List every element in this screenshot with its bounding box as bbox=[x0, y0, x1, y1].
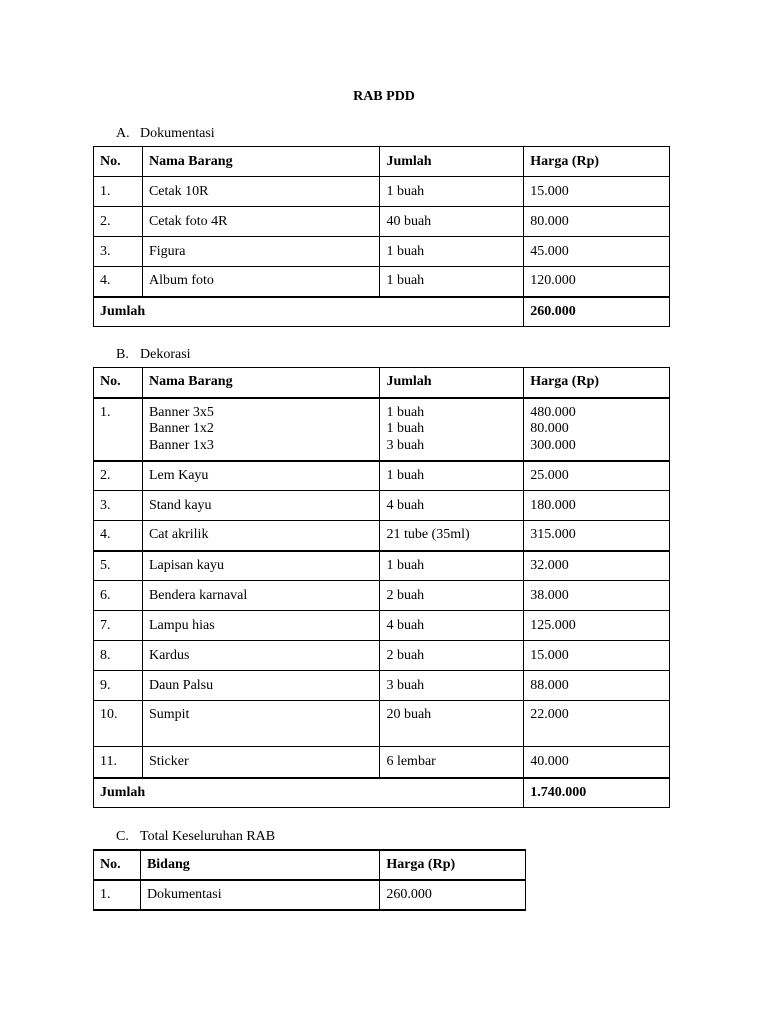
cell-item: Cat akrilik bbox=[142, 521, 380, 551]
cell-no: 5. bbox=[94, 551, 143, 581]
table-header-row bbox=[94, 850, 526, 880]
cell-price: 260.000 bbox=[380, 880, 526, 910]
table-row bbox=[94, 521, 670, 551]
cell-no: 2. bbox=[94, 461, 143, 491]
table-row bbox=[94, 611, 670, 641]
cell-qty: 6 lembar bbox=[380, 747, 524, 778]
cell-item: Banner 1x2 bbox=[148, 421, 214, 436]
cell-no: 1. bbox=[94, 880, 141, 910]
cell-price: 180.000 bbox=[524, 491, 670, 521]
header-nama-barang: Nama Barang bbox=[142, 147, 380, 177]
cell-qty: 1 buah bbox=[386, 404, 425, 420]
cell-item: Bendera karnaval bbox=[142, 581, 380, 611]
cell-price: 40.000 bbox=[524, 747, 670, 778]
document-title: RAB PDD bbox=[353, 89, 415, 104]
cell-price-list bbox=[524, 398, 670, 461]
cell-price: 480.000 bbox=[530, 404, 576, 420]
cell-no: 7. bbox=[94, 611, 143, 641]
cell-price: 15.000 bbox=[524, 641, 670, 671]
cell-item: Lem Kayu bbox=[142, 461, 380, 491]
cell-price: 315.000 bbox=[524, 521, 670, 551]
cell-no: 6. bbox=[94, 581, 143, 611]
cell-item: Cetak 10R bbox=[142, 177, 380, 207]
cell-price: 38.000 bbox=[524, 581, 670, 611]
dekorasi-table bbox=[93, 367, 670, 808]
cell-no: 3. bbox=[94, 491, 143, 521]
header-harga: Harga (Rp) bbox=[524, 147, 670, 177]
table-row bbox=[94, 747, 670, 778]
cell-item-list bbox=[142, 398, 380, 461]
cell-item: Lapisan kayu bbox=[142, 551, 380, 581]
header-bidang: Bidang bbox=[140, 850, 379, 880]
section-b-title: Dekorasi bbox=[140, 347, 191, 362]
cell-qty: 1 buah bbox=[380, 551, 524, 581]
cell-qty: 1 buah bbox=[380, 177, 524, 207]
table-row bbox=[94, 207, 670, 237]
cell-item: Sumpit bbox=[142, 701, 380, 747]
cell-item: Daun Palsu bbox=[142, 671, 380, 701]
cell-price: 25.000 bbox=[524, 461, 670, 491]
cell-qty: 20 buah bbox=[380, 701, 524, 747]
table-row bbox=[94, 177, 670, 207]
section-a-heading bbox=[116, 126, 215, 142]
section-b-letter: B. bbox=[116, 347, 129, 362]
cell-item: Banner 1x3 bbox=[148, 437, 214, 453]
table-row bbox=[94, 671, 670, 701]
cell-no: 2. bbox=[94, 207, 143, 237]
table-header-row bbox=[94, 147, 670, 177]
table-row bbox=[94, 551, 670, 581]
cell-no: 4. bbox=[94, 521, 143, 551]
header-no: No. bbox=[94, 850, 141, 880]
cell-no: 8. bbox=[94, 641, 143, 671]
cell-no: 3. bbox=[94, 237, 143, 267]
cell-no: 10. bbox=[94, 701, 143, 747]
cell-no: 1. bbox=[94, 177, 143, 207]
cell-no: 1. bbox=[94, 398, 143, 461]
table-header-row bbox=[94, 368, 670, 398]
cell-price: 120.000 bbox=[524, 267, 670, 297]
table-row bbox=[94, 880, 526, 910]
cell-qty: 21 tube (35ml) bbox=[380, 521, 524, 551]
cell-item: Banner 3x5 bbox=[148, 404, 214, 420]
cell-price: 32.000 bbox=[524, 551, 670, 581]
cell-price: 15.000 bbox=[524, 177, 670, 207]
cell-qty: 40 buah bbox=[380, 207, 524, 237]
total-value: 1.740.000 bbox=[524, 778, 670, 808]
cell-qty: 1 buah bbox=[380, 267, 524, 297]
cell-price: 22.000 bbox=[524, 701, 670, 747]
cell-price: 80.000 bbox=[524, 207, 670, 237]
table-row bbox=[94, 701, 670, 747]
header-no: No. bbox=[94, 368, 143, 398]
cell-qty: 1 buah bbox=[386, 421, 425, 436]
table-row bbox=[94, 491, 670, 521]
total-keseluruhan-table bbox=[93, 849, 526, 911]
cell-item: Stand kayu bbox=[142, 491, 380, 521]
section-c-letter: C. bbox=[116, 829, 129, 844]
total-row bbox=[94, 778, 670, 808]
header-jumlah: Jumlah bbox=[380, 368, 524, 398]
cell-no: 11. bbox=[94, 747, 143, 778]
header-no: No. bbox=[94, 147, 143, 177]
cell-price: 125.000 bbox=[524, 611, 670, 641]
cell-price: 300.000 bbox=[530, 437, 576, 453]
cell-item: Kardus bbox=[142, 641, 380, 671]
section-a-letter: A. bbox=[116, 126, 130, 141]
total-value: 260.000 bbox=[524, 297, 670, 327]
header-harga: Harga (Rp) bbox=[380, 850, 526, 880]
cell-qty: 3 buah bbox=[386, 437, 425, 453]
section-c-heading bbox=[116, 829, 275, 845]
cell-qty-list bbox=[380, 398, 524, 461]
section-a-title: Dokumentasi bbox=[140, 126, 215, 141]
cell-price: 80.000 bbox=[530, 421, 569, 436]
table-row bbox=[94, 237, 670, 267]
cell-item: Sticker bbox=[142, 747, 380, 778]
table-row bbox=[94, 461, 670, 491]
table-row bbox=[94, 641, 670, 671]
header-nama-barang: Nama Barang bbox=[142, 368, 380, 398]
cell-qty: 4 buah bbox=[380, 491, 524, 521]
cell-no: 9. bbox=[94, 671, 143, 701]
table-row bbox=[94, 398, 670, 461]
cell-qty: 4 buah bbox=[380, 611, 524, 641]
cell-item: Lampu hias bbox=[142, 611, 380, 641]
total-row bbox=[94, 297, 670, 327]
cell-qty: 2 buah bbox=[380, 581, 524, 611]
cell-qty: 2 buah bbox=[380, 641, 524, 671]
section-b-heading bbox=[116, 347, 191, 363]
cell-bidang: Dokumentasi bbox=[140, 880, 379, 910]
table-row bbox=[94, 581, 670, 611]
header-jumlah: Jumlah bbox=[380, 147, 524, 177]
cell-price: 45.000 bbox=[524, 237, 670, 267]
cell-qty: 1 buah bbox=[380, 237, 524, 267]
cell-item: Album foto bbox=[142, 267, 380, 297]
cell-price: 88.000 bbox=[524, 671, 670, 701]
cell-no: 4. bbox=[94, 267, 143, 297]
total-label: Jumlah bbox=[94, 778, 524, 808]
cell-qty: 3 buah bbox=[380, 671, 524, 701]
cell-item: Cetak foto 4R bbox=[142, 207, 380, 237]
total-label: Jumlah bbox=[94, 297, 524, 327]
section-c-title: Total Keseluruhan RAB bbox=[140, 829, 276, 844]
cell-qty: 1 buah bbox=[380, 461, 524, 491]
table-row bbox=[94, 267, 670, 297]
header-harga: Harga (Rp) bbox=[524, 368, 670, 398]
cell-item: Figura bbox=[142, 237, 380, 267]
dokumentasi-table bbox=[93, 146, 670, 327]
